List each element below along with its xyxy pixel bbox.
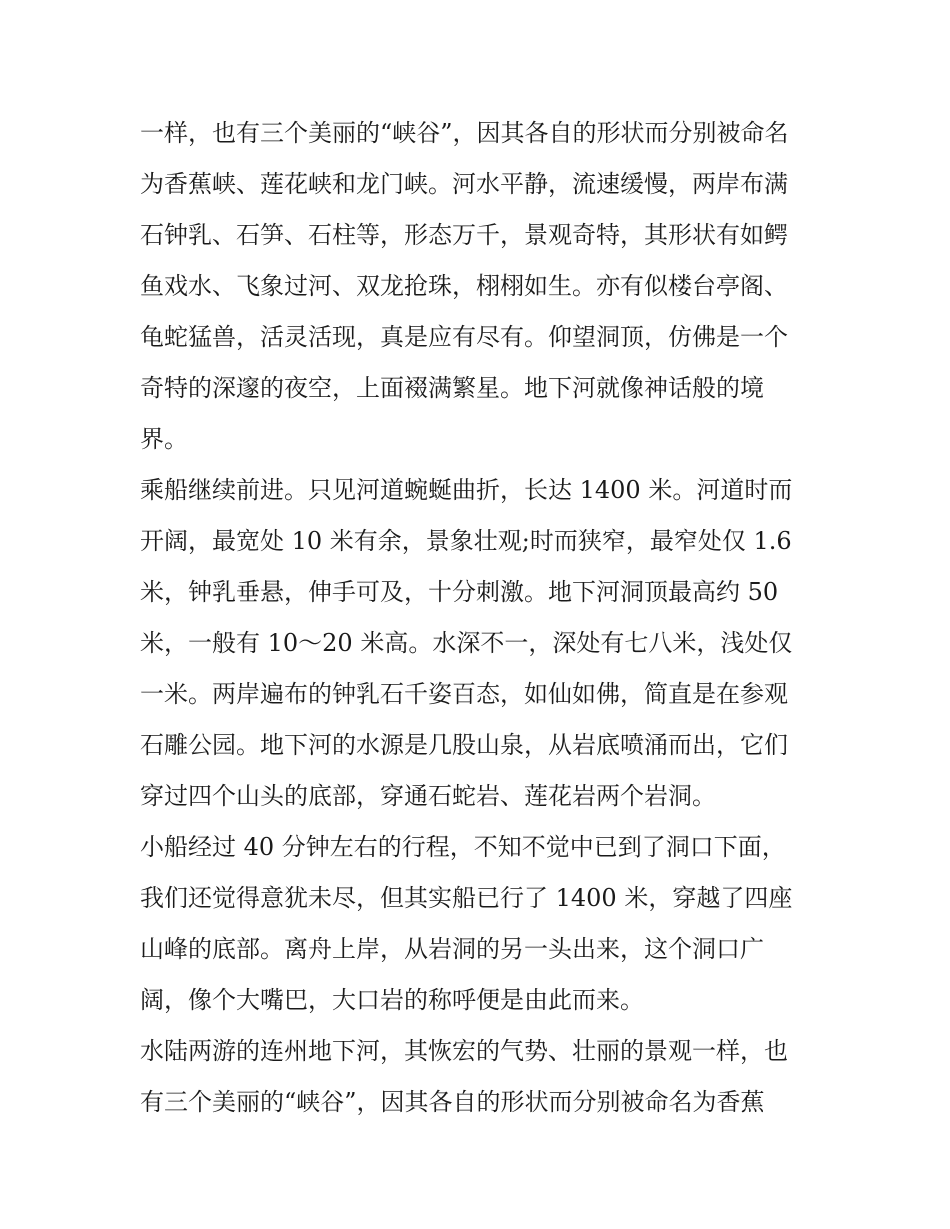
text-line: 界。 <box>140 425 188 453</box>
text-line: 山峰的底部。离舟上岸，从岩洞的另一头出来，这个洞口广 <box>140 935 764 963</box>
text-line: 石钟乳、石笋、石柱等，形态万千，景观奇特，其形状有如鳄 <box>140 221 788 249</box>
text-line: 米，钟乳垂悬，伸手可及，十分刺激。地下河洞顶最高约 50 <box>140 578 779 606</box>
text-line: 龟蛇猛兽，活灵活现，真是应有尽有。仰望洞顶，仿佛是一个 <box>140 323 788 351</box>
text-line: 阔，像个大嘴巴，大口岩的称呼便是由此而来。 <box>140 986 644 1014</box>
text-line: 为香蕉峡、莲花峡和龙门峡。河水平静，流速缓慢，两岸布满 <box>140 170 788 198</box>
text-line: 乘船继续前进。只见河道蜿蜒曲折，长达 1400 米。河道时而 <box>140 476 793 504</box>
text-line: 水陆两游的连州地下河，其恢宏的气势、壮丽的景观一样，也 <box>140 1037 788 1065</box>
text-line: 有三个美丽的“峡谷”，因其各自的形状而分别被命名为香蕉 <box>140 1088 765 1116</box>
body-text <box>140 108 820 1128</box>
text-line: 小船经过 40 分钟左右的行程，不知不觉中已到了洞口下面， <box>140 833 786 861</box>
text-line: 鱼戏水、飞象过河、双龙抢珠，栩栩如生。亦有似楼台亭阁、 <box>140 272 788 300</box>
text-line: 开阔，最宽处 10 米有余，景象壮观;时而狭窄，最窄处仅 1.6 <box>140 527 792 555</box>
text-line: 一样，也有三个美丽的“峡谷”，因其各自的形状而分别被命名 <box>140 119 789 147</box>
text-line: 石雕公园。地下河的水源是几股山泉，从岩底喷涌而出，它们 <box>140 731 788 759</box>
text-line: 一米。两岸遍布的钟乳石千姿百态，如仙如佛，简直是在参观 <box>140 680 788 708</box>
text-line: 穿过四个山头的底部，穿通石蛇岩、莲花岩两个岩洞。 <box>140 782 716 810</box>
text-line: 米，一般有 10～20 米高。水深不一，深处有七八米，浅处仅 <box>140 629 793 657</box>
text-line: 奇特的深邃的夜空，上面裰满繁星。地下河就像神话般的境 <box>140 374 764 402</box>
text-line: 我们还觉得意犹未尽，但其实船已行了 1400 米，穿越了四座 <box>140 884 793 912</box>
